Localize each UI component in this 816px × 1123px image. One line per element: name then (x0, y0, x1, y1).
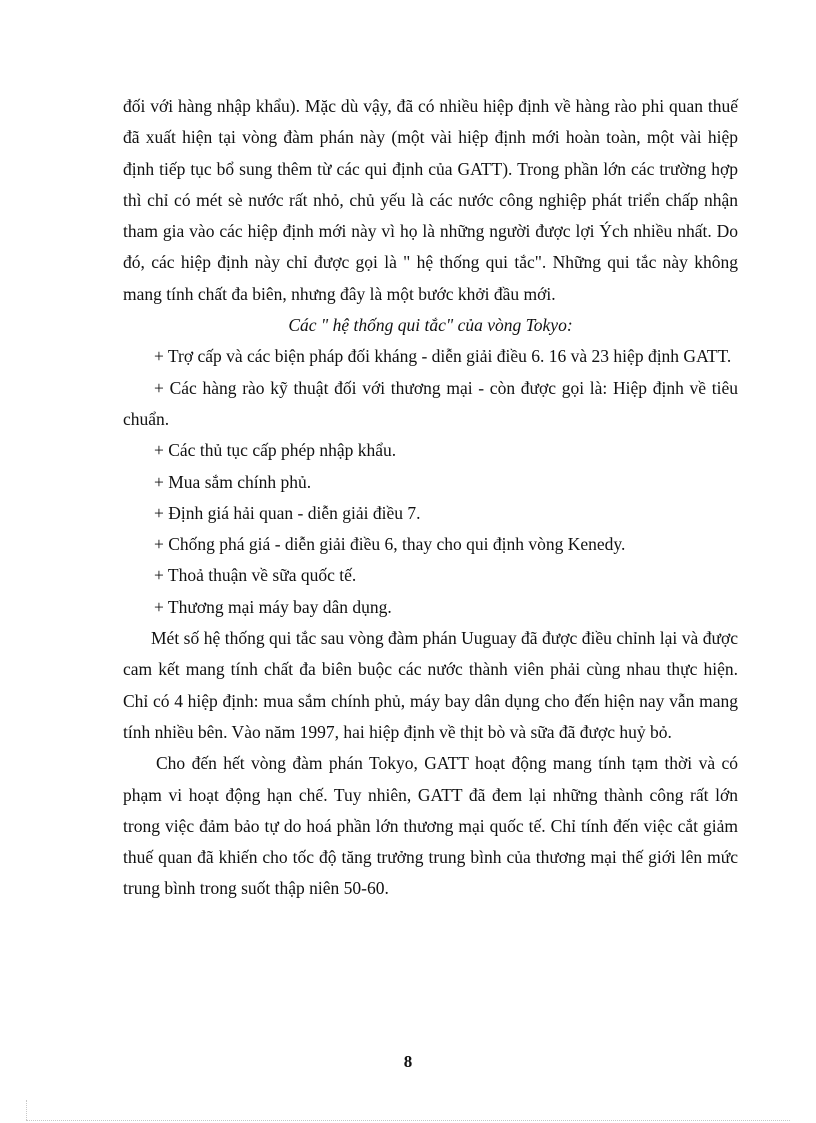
list-item: + Các thủ tục cấp phép nhập khẩu. (154, 440, 397, 461)
list-item: + Trợ cấp và các biện pháp đối kháng - diễn giải điều 6. 16 và 23 hiệp định GATT. (154, 346, 732, 367)
rules-list (123, 341, 738, 623)
page-border-bottom (26, 1120, 790, 1121)
page-number: 8 (403, 1052, 413, 1071)
list-item: + Các hàng rào kỹ thuật đối với thương mại - còn được gọi là: Hiệp định về tiêu chuẩn. (123, 377, 738, 429)
page-body (123, 91, 738, 905)
list-item: + Thoả thuận về sữa quốc tế. (154, 565, 357, 586)
list-item: + Thương mại máy bay dân dụng. (154, 596, 392, 617)
paragraph-uruguay-round: Mét số hệ thống qui tắc sau vòng đàm phán Uuguay đã được điều chỉnh lại và được cam kết mang tính chất đa biên buộc các nước thành viên phải cùng nhau thực hiện. Chỉ có 4 hiệp định: mua sắm chính phủ, máy bay dân dụng cho đến hiện nay vẫn mang tính nhiều bên. Vào năm 1997, hai hiệp định về thịt bò và sữa đã được huỷ bỏ. (123, 628, 738, 742)
section-heading: Các " hệ thống qui tắc" của vòng Tokyo: (288, 315, 573, 336)
list-item: + Mua sắm chính phủ. (154, 471, 312, 492)
page-border-left (26, 1100, 27, 1120)
list-item: + Chống phá giá - diễn giải điều 6, thay cho qui định vòng Kenedy. (154, 534, 626, 555)
intro-paragraph: đối với hàng nhập khẩu). Mặc dù vậy, đã có nhiều hiệp định về hàng rào phi quan thuế đã xuất hiện tại vòng đàm phán này (một vài hiệp định mới hoàn toàn, một vài hiệp định tiếp tục bổ sung thêm từ các qui định của GATT). Trong phần lớn các trường hợp thì chỉ có mét sè nước rất nhỏ, chủ yếu là các nước công nghiệp phát triển chấp nhận tham gia vào các hiệp định mới này vì họ là những người được lợi Ých nhiều nhất. Do đó, các hiệp định này chỉ được gọi là " hệ thống qui tắc". Những qui tắc này không mang tính chất đa biên, nhưng đây là một bước khởi đầu mới. (123, 96, 738, 304)
paragraph-gatt-summary: Cho đến hết vòng đàm phán Tokyo, GATT hoạt động mang tính tạm thời và có phạm vi hoạt động hạn chế. Tuy nhiên, GATT đã đem lại những thành công rất lớn trong việc đảm bảo tự do hoá phần lớn thương mại quốc tế. Chỉ tính đến việc cắt giảm thuế quan đã khiến cho tốc độ tăng trưởng trung bình của thương mại thế giới lên mức trung bình trong suốt thập niên 50-60. (123, 753, 738, 899)
list-item: + Định giá hải quan - diễn giải điều 7. (154, 502, 421, 523)
